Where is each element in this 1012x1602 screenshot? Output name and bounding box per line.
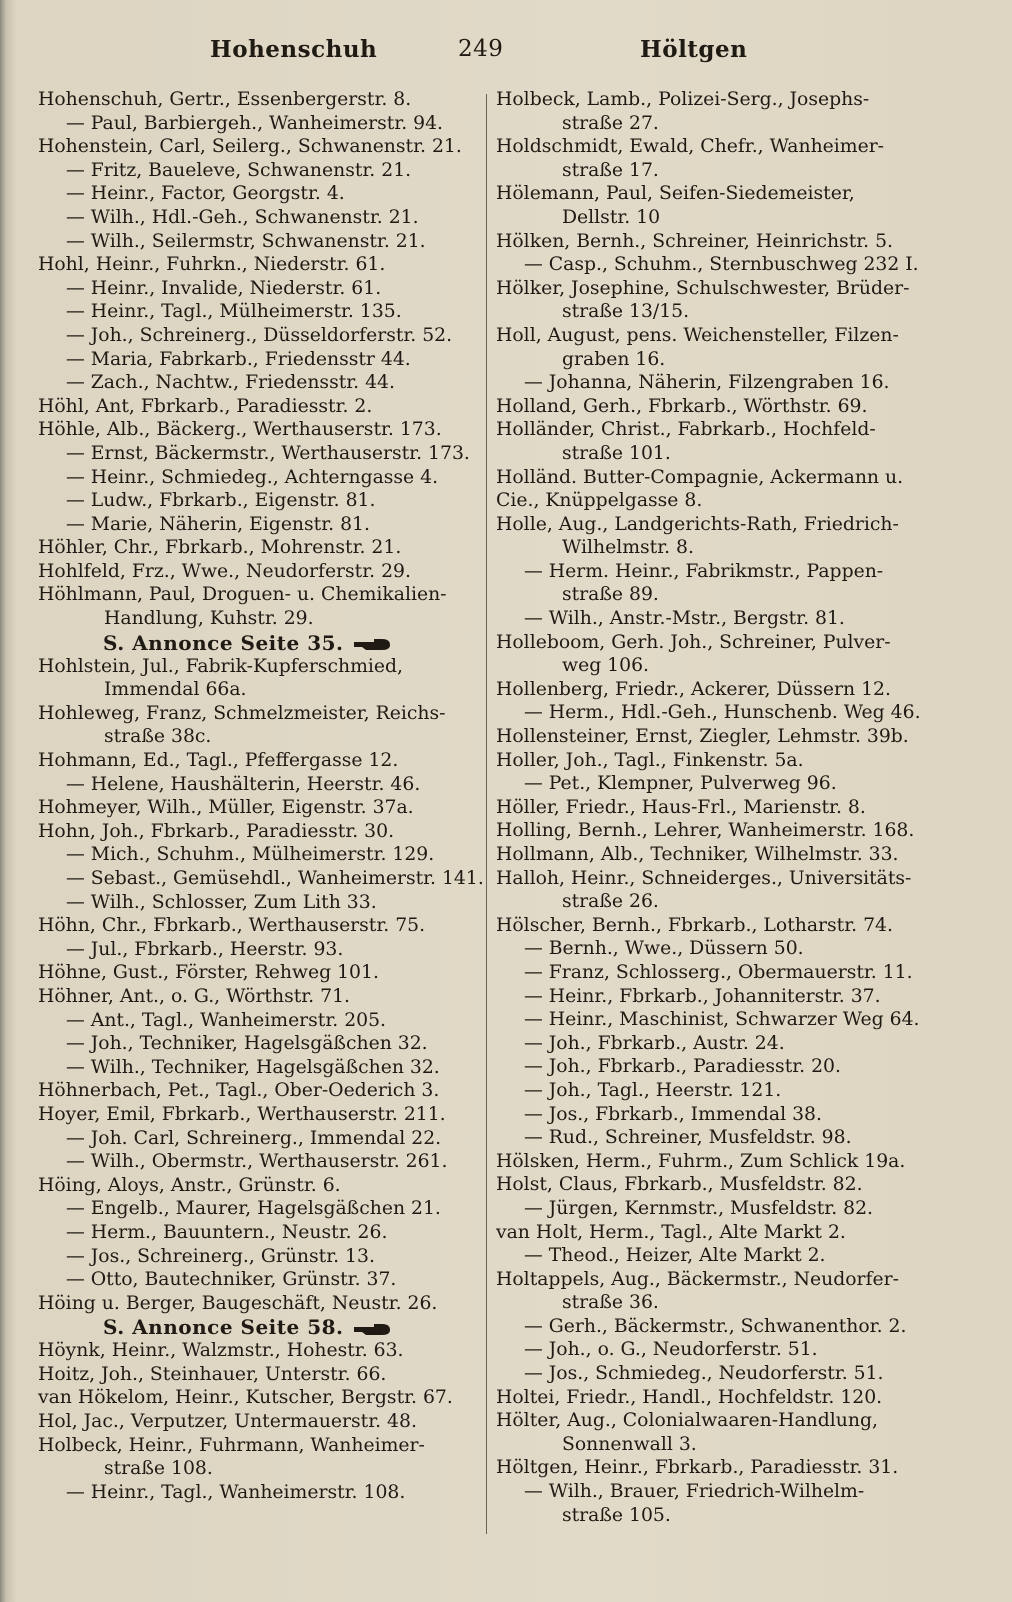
page-number: 249 [458,36,504,62]
right-directory-entry: Holländ. Butter-Compagnie, Ackermann u. [496,466,904,488]
left-directory-sub-entry: — Mich., Schuhm., Mülheimerstr. 129. [66,844,435,866]
left-directory-sub-entry: — Otto, Bautechniker, Grünstr. 37. [66,1269,397,1291]
right-column [496,88,964,1527]
left-directory-sub-entry: — Jul., Fbrkarb., Heerstr. 93. [66,938,344,960]
left-directory-sub-entry: — Fritz, Baueleve, Schwanenstr. 21. [66,159,412,181]
left-directory-sub-entry: — Joh. Carl, Schreinerg., Immendal 22. [66,1127,442,1149]
right-directory-sub-entry: — Joh., Fbrkarb., Paradiesstr. 20. [524,1056,841,1078]
right-directory-sub-entry: — Herm., Hdl.-Geh., Hunschenb. Weg 46. [524,702,921,724]
left-directory-sub-entry: — Wilh., Techniker, Hagelsgäßchen 32. [66,1056,440,1078]
left-directory-sub-entry: — Heinr., Tagl., Wanheimerstr. 108. [66,1481,406,1503]
left-directory-sub-entry: — Heinr., Tagl., Mülheimerstr. 135. [66,301,402,323]
right-directory-sub-entry: — Joh., Tagl., Heerstr. 121. [524,1079,782,1101]
left-annonce-reference: S. Annonce Seite 58. [38,1315,483,1339]
right-directory-entry-continuation: straße 26. [562,891,659,913]
left-directory-entry: Höhnerbach, Pet., Tagl., Ober-Oederich 3. [38,1080,440,1102]
right-directory-entry: Holl, August, pens. Weichensteller, Filzen- [496,324,899,346]
right-directory-entry: Höller, Friedr., Haus-Frl., Marienstr. 8. [496,796,866,818]
right-directory-entry: Holland, Gerh., Fbrkarb., Wörthstr. 69. [496,395,868,417]
right-directory-sub-entry: — Gerh., Bäckermstr., Schwanenthor. 2. [524,1315,907,1337]
right-directory-sub-entry: — Wilh., Brauer, Friedrich-Wilhelm- [524,1481,865,1503]
left-directory-entry: Höhler, Chr., Fbrkarb., Mohrenstr. 21. [38,537,402,559]
left-directory-sub-entry: — Marie, Näherin, Eigenstr. 81. [66,513,370,535]
left-column [38,88,483,1504]
left-directory-entry: Höhle, Alb., Bäckerg., Werthauserstr. 173. [38,419,442,441]
right-directory-entry-continuation: graben 16. [562,348,666,370]
right-directory-sub-entry: — Heinr., Fbrkarb., Johanniterstr. 37. [524,985,881,1007]
left-directory-sub-entry: — Zach., Nachtw., Friedensstr. 44. [66,372,395,394]
right-directory-entry: Hollenberg, Friedr., Ackerer, Düssern 12. [496,678,891,700]
left-directory-entry: Hohn, Joh., Fbrkarb., Paradiesstr. 30. [38,820,395,842]
right-directory-entry-continuation: straße 101. [562,442,671,464]
left-directory-entry-continuation: Handlung, Kuhstr. 29. [104,608,314,630]
right-directory-entry-continuation: straße 13/15. [562,301,690,323]
right-directory-entry-continuation: Sonnenwall 3. [562,1433,697,1455]
left-directory-entry: Höing, Aloys, Anstr., Grünstr. 6. [38,1174,341,1196]
left-directory-sub-entry: — Joh., Schreinerg., Düsseldorferstr. 52. [66,324,453,346]
right-directory-entry: Holdschmidt, Ewald, Chefr., Wanheimer- [496,136,885,158]
left-directory-sub-entry: — Ludw., Fbrkarb., Eigenstr. 81. [66,490,376,512]
left-directory-sub-entry: — Maria, Fabrkarb., Friedensstr 44. [66,348,411,370]
left-directory-entry: Hohleweg, Franz, Schmelzmeister, Reichs- [38,702,446,724]
left-directory-entry: Hoitz, Joh., Steinhauer, Unterstr. 66. [38,1363,387,1385]
right-directory-entry-continuation: straße 27. [562,112,659,134]
right-directory-entry: Holleboom, Gerh. Joh., Schreiner, Pulver- [496,631,891,653]
left-directory-entry: Hohenschuh, Gertr., Essenbergerstr. 8. [38,89,412,110]
right-directory-entry-continuation: straße 36. [562,1292,659,1314]
left-directory-sub-entry: — Heinr., Factor, Georgstr. 4. [66,183,345,205]
right-directory-sub-entry: — Franz, Schlosserg., Obermauerstr. 11. [524,961,913,983]
left-directory-entry-continuation: Immendal 66a. [104,679,247,701]
header-right-catchword: Höltgen [640,36,748,63]
left-directory-entry-continuation: straße 108. [104,1458,213,1480]
left-directory-entry: Höing u. Berger, Baugeschäft, Neustr. 26. [38,1292,438,1314]
left-directory-entry: Holbeck, Heinr., Fuhrmann, Wanheimer- [38,1434,425,1456]
right-directory-entry-continuation: Dellstr. 10 [562,206,661,228]
right-directory-entry-continuation: straße 105. [562,1504,671,1526]
left-directory-entry-continuation: straße 38c. [104,726,212,748]
left-directory-entry: Hohmeyer, Wilh., Müller, Eigenstr. 37a. [38,797,414,819]
right-directory-entry: van Holt, Herm., Tagl., Alte Markt 2. [496,1221,846,1243]
right-directory-entry: Holling, Bernh., Lehrer, Wanheimerstr. 168. [496,820,915,842]
right-directory-entry: Hölker, Josephine, Schulschwester, Brüder- [496,277,910,299]
right-directory-entry: Holle, Aug., Landgerichts-Rath, Friedrich- [496,513,899,535]
left-annonce-reference: S. Annonce Seite 35. [38,631,483,655]
right-directory-sub-entry: — Heinr., Maschinist, Schwarzer Weg 64. [524,1009,920,1031]
right-directory-entry: Holst, Claus, Fbrkarb., Musfeldstr. 82. [496,1174,863,1196]
right-directory-entry: Cie., Knüppelgasse 8. [496,490,703,512]
right-directory-entry: Hölter, Aug., Colonialwaaren-Handlung, [496,1410,878,1432]
left-directory-sub-entry: — Ernst, Bäckermstr., Werthauserstr. 173. [66,442,470,464]
left-directory-entry: Hoyer, Emil, Fbrkarb., Werthauserstr. 211. [38,1103,446,1125]
right-directory-entry: Hölscher, Bernh., Fbrkarb., Lotharstr. 74. [496,914,893,936]
left-directory-entry: Höhl, Ant, Fbrkarb., Paradiesstr. 2. [38,395,373,417]
left-directory-sub-entry: — Jos., Schreinerg., Grünstr. 13. [66,1245,375,1267]
left-directory-entry: Hohlfeld, Frz., Wwe., Neudorferstr. 29. [38,560,411,582]
left-directory-sub-entry: — Heinr., Invalide, Niederstr. 61. [66,277,382,299]
right-directory-entry-continuation: Wilhelmstr. 8. [562,537,694,559]
right-directory-entry: Hollmann, Alb., Techniker, Wilhelmstr. 33. [496,844,899,865]
right-directory-entry: Holler, Joh., Tagl., Finkenstr. 5a. [496,749,804,771]
right-directory-sub-entry: — Theod., Heizer, Alte Markt 2. [524,1245,826,1267]
left-directory-entry: Hohl, Heinr., Fuhrkn., Niederstr. 61. [38,254,386,276]
left-directory-entry: Höynk, Heinr., Walzmstr., Hohestr. 63. [38,1340,404,1362]
left-directory-sub-entry: — Wilh., Schlosser, Zum Lith 33. [66,891,377,913]
right-directory-sub-entry: — Pet., Klempner, Pulverweg 96. [524,773,837,795]
right-directory-entry: Hölken, Bernh., Schreiner, Heinrichstr. 5. [496,230,894,252]
left-directory-sub-entry: — Wilh., Obermstr., Werthauserstr. 261. [66,1151,448,1173]
right-directory-entry-continuation: straße 89. [562,584,659,606]
left-directory-entry: Hohmann, Ed., Tagl., Pfeffergasse 12. [38,750,399,772]
right-directory-sub-entry: — Herm. Heinr., Fabrikmstr., Pappen- [524,560,884,582]
right-directory-entry: Holtei, Friedr., Handl., Hochfeldstr. 120. [496,1386,883,1408]
left-directory-sub-entry: — Sebast., Gemüsehdl., Wanheimerstr. 141. [66,868,484,889]
left-directory-sub-entry: — Ant., Tagl., Wanheimerstr. 205. [66,1009,387,1031]
left-directory-sub-entry: — Engelb., Maurer, Hagelsgäßchen 21. [66,1198,441,1220]
left-directory-sub-entry: — Heinr., Schmiedeg., Achterngasse 4. [66,466,439,488]
left-directory-sub-entry: — Herm., Bauuntern., Neustr. 26. [66,1221,388,1243]
right-directory-sub-entry: — Joh., o. G., Neudorferstr. 51. [524,1339,818,1361]
left-directory-sub-entry: — Paul, Barbiergeh., Wanheimerstr. 94. [66,112,444,134]
left-directory-sub-entry: — Wilh., Seilermstr, Schwanenstr. 21. [66,230,426,252]
right-directory-sub-entry: — Rud., Schreiner, Musfeldstr. 98. [524,1127,852,1149]
right-directory-entry: Hölsken, Herm., Fuhrm., Zum Schlick 19a. [496,1150,906,1172]
header-left-catchword: Hohenschuh [210,36,378,63]
left-directory-entry: Höhner, Ant., o. G., Wörthstr. 71. [38,985,350,1007]
left-directory-entry: Hohlstein, Jul., Fabrik-Kupferschmied, [38,655,403,677]
left-directory-entry: Höhne, Gust., Förster, Rehweg 101. [38,962,379,984]
right-directory-entry-continuation: straße 17. [562,159,659,181]
left-directory-sub-entry: — Helene, Haushälterin, Heerstr. 46. [66,773,421,795]
left-directory-sub-entry: — Wilh., Hdl.-Geh., Schwanenstr. 21. [66,206,419,228]
right-directory-entry: Hollensteiner, Ernst, Ziegler, Lehmstr. 39b. [496,726,909,748]
left-directory-entry: Hohenstein, Carl, Seilerg., Schwanenstr. 21. [38,136,462,158]
right-directory-sub-entry: — Joh., Fbrkarb., Austr. 24. [524,1032,785,1054]
right-directory-sub-entry: — Bernh., Wwe., Düssern 50. [524,938,804,960]
right-directory-entry-continuation: weg 106. [562,655,650,677]
right-directory-entry: Hölemann, Paul, Seifen-Siedemeister, [496,183,855,205]
right-directory-sub-entry: — Jürgen, Kernmstr., Musfeldstr. 82. [524,1197,874,1219]
right-directory-sub-entry: — Jos., Schmiedeg., Neudorferstr. 51. [524,1363,884,1385]
right-directory-entry: Holländer, Christ., Fabrkarb., Hochfeld- [496,419,876,441]
left-directory-entry: Hol, Jac., Verputzer, Untermauerstr. 48. [38,1411,417,1433]
left-directory-entry: van Hökelom, Heinr., Kutscher, Bergstr. 67. [38,1387,453,1409]
left-directory-sub-entry: — Joh., Techniker, Hagelsgäßchen 32. [66,1033,428,1055]
pointing-hand-icon [352,636,392,652]
right-directory-entry: Holbeck, Lamb., Polizei-Serg., Josephs- [496,89,870,110]
right-directory-entry: Höltgen, Heinr., Fbrkarb., Paradiesstr. 31. [496,1457,899,1479]
right-directory-sub-entry: — Wilh., Anstr.-Mstr., Bergstr. 81. [524,608,845,630]
left-directory-entry: Höhn, Chr., Fbrkarb., Werthauserstr. 75. [38,915,426,937]
left-directory-entry: Höhlmann, Paul, Droguen- u. Chemikalien- [38,584,447,606]
pointing-hand-icon [352,1321,392,1337]
right-directory-sub-entry: — Casp., Schuhm., Sternbuschweg 232 I. [524,254,919,276]
right-directory-entry: Halloh, Heinr., Schneiderges., Universitäts- [496,867,912,889]
right-directory-entry: Holtappels, Aug., Bäckermstr., Neudorfer- [496,1268,899,1290]
right-directory-sub-entry: — Johanna, Näherin, Filzengraben 16. [524,372,890,394]
right-directory-sub-entry: — Jos., Fbrkarb., Immendal 38. [524,1103,822,1125]
column-divider [486,94,487,1534]
page-header [0,36,1012,70]
